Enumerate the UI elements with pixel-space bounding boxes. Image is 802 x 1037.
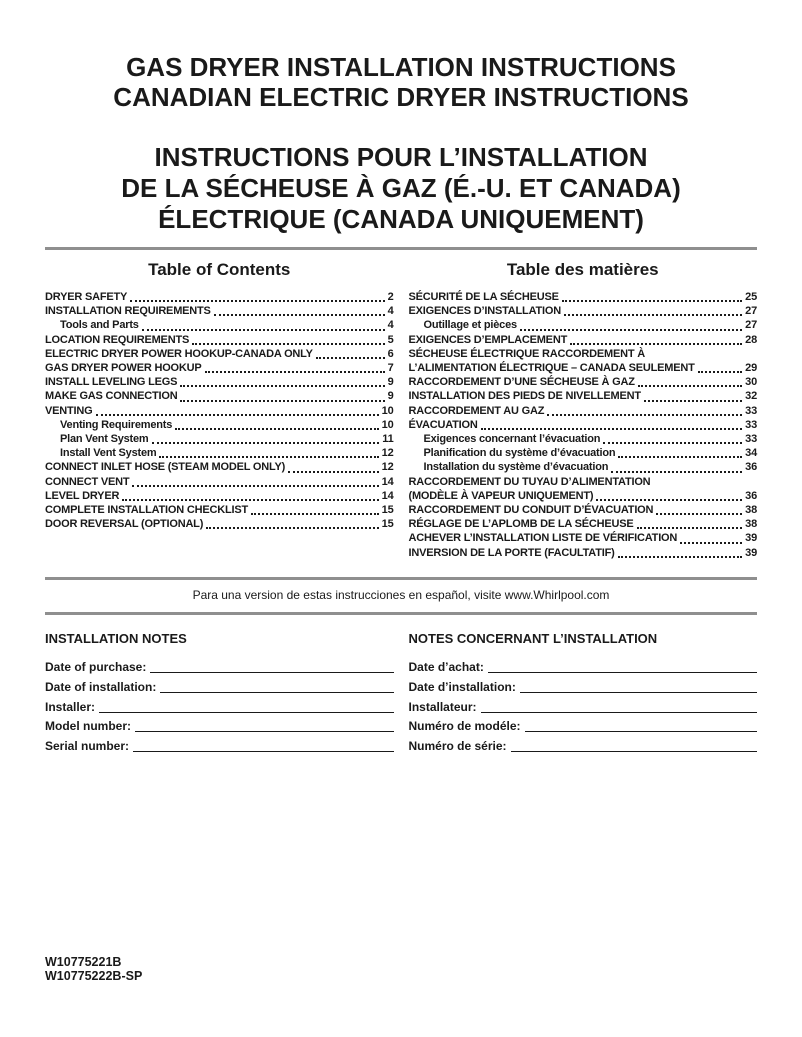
toc-entry [409,318,758,332]
toc-entry-label: ACHEVER L’INSTALLATION LISTE DE VÉRIFICATION [408,532,678,545]
toc-entry-page: 39 [745,532,757,545]
note-field-blank-line [133,751,393,752]
horizontal-rule-middle-lower [45,612,757,615]
toc-entry [409,418,758,432]
toc-entry-page: 29 [745,362,757,375]
toc-entry-page: 4 [387,319,394,332]
toc-dot-leader [175,428,379,430]
toc-entry-page: 6 [387,347,394,360]
toc-dot-leader [132,485,378,487]
toc-dot-leader [251,513,379,515]
toc-dot-leader [611,471,742,473]
toc-entry-label: LEVEL DRYER [45,489,120,502]
toc-entry-page: 32 [745,390,757,403]
note-field-row [45,694,394,714]
toc-dot-leader [206,527,378,529]
note-field-row [409,674,758,694]
toc-dot-leader [596,499,742,501]
toc-entry [409,489,758,503]
toc-entry-page: 10 [381,404,394,417]
toc-entry [45,418,394,432]
toc-entry-label: Outillage et pièces [423,319,517,332]
toc-english-column [45,260,394,560]
toc-entry-page: 4 [387,305,394,318]
title-english-line-1: GAS DRYER INSTALLATION INSTRUCTIONS [126,52,676,82]
toc-entry [45,460,394,474]
note-field-blank-line [160,692,393,693]
toc-entry-label: RACCORDEMENT DU TUYAU D’ALIMENTATION [408,475,651,488]
toc-entry-label: (MODÈLE À VAPEUR UNIQUEMENT) [408,489,594,502]
toc-entry-label: VENTING [45,404,93,417]
title-french-line-1: INSTRUCTIONS POUR L’INSTALLATION [154,142,648,172]
horizontal-rule-top [45,247,757,250]
toc-dot-leader [130,300,384,302]
toc-dot-leader [316,357,385,359]
note-field-blank-line [488,672,757,673]
toc-entry-label: ÉVACUATION [408,418,478,431]
toc-entry [409,446,758,460]
toc-dot-leader [618,456,742,458]
note-field-row [409,714,758,734]
note-field-blank-line [525,731,757,732]
note-field-label: Date d’installation: [408,680,516,695]
toc-dot-leader [547,414,742,416]
toc-entry-label: COMPLETE INSTALLATION CHECKLIST [45,504,248,517]
toc-dot-leader [159,456,378,458]
toc-entry [45,432,394,446]
toc-english-list [45,290,394,531]
toc-entry-label: RACCORDEMENT DU CONDUIT D’ÉVACUATION [408,504,654,517]
toc-entry-label: DOOR REVERSAL (OPTIONAL) [45,518,204,531]
toc-entry-page: 12 [381,447,394,460]
toc-entry [409,333,758,347]
part-number-1: W10775221B [45,955,122,969]
note-field-row [409,655,758,675]
installation-notes-english-fields [45,655,394,753]
toc-entry [409,517,758,531]
toc-entry-label: EXIGENCES D’EMPLACEMENT [408,333,568,346]
toc-entry-page: 15 [381,518,394,531]
toc-entry-label: RACCORDEMENT AU GAZ [408,404,545,417]
toc-french-list [409,290,758,560]
toc-entry-label: Install Vent System [60,447,157,460]
installation-notes-french-fields [409,655,758,753]
toc-entry-page: 27 [745,305,757,318]
toc-entry-label: Planification du système d’évacuation [423,447,616,460]
toc-entry [45,333,394,347]
note-field-blank-line [511,751,757,752]
installation-notes-french [409,631,758,753]
toc-dot-leader [603,442,742,444]
note-field-row [409,694,758,714]
toc-entry-page: 38 [745,504,757,517]
toc-entry-page: 27 [745,319,757,332]
toc-entry [45,290,394,304]
toc-entry [409,432,758,446]
note-field-blank-line [520,692,757,693]
note-field-label: Date d’achat: [408,660,484,675]
note-field-label: Date of installation: [45,680,157,695]
toc-entry-page: 7 [387,362,394,375]
horizontal-rule-middle-upper [45,577,757,580]
title-english-line-2: CANADIAN ELECTRIC DRYER INSTRUCTIONS [113,82,689,112]
note-field-label: Date of purchase: [45,660,147,675]
document-part-numbers [45,956,142,983]
toc-entry-page: 2 [387,291,394,303]
toc-dot-leader [562,300,742,302]
note-field-row [45,733,394,753]
toc-entry-label: LOCATION REQUIREMENTS [45,333,190,346]
toc-entry [409,531,758,545]
toc-entry [45,517,394,531]
toc-entry-label: SÉCHEUSE ÉLECTRIQUE RACCORDEMENT À [408,347,645,360]
toc-entry [409,503,758,517]
toc-entry-label: DRYER SAFETY [45,291,128,303]
toc-entry-label: Venting Requirements [60,418,173,431]
title-french-line-2: DE LA SÉCHEUSE À GAZ (É.-U. ET CANADA) [121,173,681,203]
toc-dot-leader [570,343,742,345]
toc-dot-leader [288,471,379,473]
toc-entry [409,404,758,418]
toc-dot-leader [180,385,384,387]
toc-entry [409,475,758,489]
toc-entry-page: 28 [745,333,757,346]
toc-dot-leader [698,371,742,373]
toc-entry [409,304,758,318]
note-field-blank-line [150,672,393,673]
toc-entry-label: EXIGENCES D’INSTALLATION [408,305,561,318]
table-of-contents-section [45,260,757,560]
toc-entry-label: L’ALIMENTATION ÉLECTRIQUE – CANADA SEULEMENT [408,362,695,375]
note-field-blank-line [99,712,393,713]
toc-entry-label: GAS DRYER POWER HOOKUP [45,362,202,375]
toc-entry-label: Tools and Parts [60,319,139,332]
toc-entry-label: RÉGLAGE DE L’APLOMB DE LA SÉCHEUSE [408,518,634,531]
toc-dot-leader [618,556,743,558]
note-field-label: Installateur: [408,699,477,714]
note-field-label: Numéro de modéle: [408,719,521,734]
toc-entry [409,460,758,474]
toc-entry-label: RACCORDEMENT D’UNE SÉCHEUSE À GAZ [408,376,635,389]
note-field-row [45,674,394,694]
installation-notes-english-title: INSTALLATION NOTES [45,630,187,646]
toc-dot-leader [656,513,742,515]
toc-entry-page: 14 [381,489,394,502]
toc-entry-label: Exigences concernant l’évacuation [423,433,601,446]
installation-notes-section [45,631,757,753]
toc-entry-label: INSTALL LEVELING LEGS [45,376,178,389]
toc-entry-page: 33 [745,418,757,431]
toc-entry [409,375,758,389]
toc-entry [45,361,394,375]
toc-entry-page: 38 [745,518,757,531]
toc-entry [45,475,394,489]
toc-entry-label: CONNECT INLET HOSE (STEAM MODEL ONLY) [45,461,286,474]
toc-entry-page: 34 [745,447,757,460]
toc-dot-leader [520,329,742,331]
toc-entry-page: 33 [745,433,757,446]
toc-entry-label: ELECTRIC DRYER POWER HOOKUP-CANADA ONLY [45,347,313,360]
document-title-french [45,142,757,235]
note-field-label: Installer: [45,699,96,714]
toc-entry-page: 36 [745,489,757,502]
toc-entry [45,503,394,517]
toc-entry-label: Installation du système d’évacuation [423,461,609,474]
note-field-label: Model number: [45,719,131,734]
toc-dot-leader [644,400,742,402]
note-field-label: Numéro de série: [408,738,507,753]
toc-dot-leader [205,371,385,373]
toc-entry-label: MAKE GAS CONNECTION [45,390,178,403]
note-field-blank-line [481,712,757,713]
toc-entry-label: SÉCURITÉ DE LA SÉCHEUSE [408,291,559,303]
part-number-2: W10775222B-SP [45,968,143,983]
spanish-language-note: Para una version de estas instrucciones en español, visite www.Whirlpool.com [192,587,610,602]
toc-entry-label: INVERSION DE LA PORTE (FACULTATIF) [408,546,615,559]
note-field-label: Serial number: [45,738,130,753]
toc-entry-page: 9 [387,390,394,403]
toc-entry-page: 11 [382,433,394,446]
toc-dot-leader [637,527,743,529]
toc-entry-page: 10 [381,418,394,431]
toc-entry-page: 5 [387,333,394,346]
toc-entry-label: CONNECT VENT [45,475,130,488]
toc-entry-page: 30 [745,376,757,389]
document-title-english [45,52,757,112]
installation-notes-french-title: NOTES CONCERNANT L’INSTALLATION [408,630,658,646]
toc-entry [45,404,394,418]
title-french-line-3: ÉLECTRIQUE (CANADA UNIQUEMENT) [158,204,644,234]
toc-entry-label: INSTALLATION DES PIEDS DE NIVELLEMENT [408,390,641,403]
toc-dot-leader [481,428,743,430]
toc-entry-page: 25 [745,291,757,303]
toc-entry [45,489,394,503]
toc-entry [409,290,758,304]
toc-entry [409,347,758,361]
note-field-blank-line [135,731,394,732]
installation-notes-english [45,631,394,753]
toc-dot-leader [180,400,384,402]
toc-dot-leader [122,499,378,501]
toc-dot-leader [96,414,379,416]
toc-entry [45,375,394,389]
toc-entry [45,446,394,460]
toc-french-column [409,260,758,560]
toc-entry-page: 14 [381,475,394,488]
toc-entry-page: 33 [745,404,757,417]
toc-entry [45,304,394,318]
toc-entry-page: 12 [381,461,394,474]
toc-dot-leader [214,314,385,316]
toc-entry [409,546,758,560]
toc-entry-page: 15 [381,504,394,517]
toc-dot-leader [192,343,384,345]
toc-entry [409,389,758,403]
toc-dot-leader [152,442,380,444]
toc-dot-leader [680,542,742,544]
toc-entry [45,347,394,361]
toc-entry-page: 39 [745,546,757,559]
note-field-row [45,714,394,734]
note-field-row [45,655,394,675]
toc-entry-label: INSTALLATION REQUIREMENTS [45,305,211,318]
toc-entry-page: 36 [745,461,757,474]
toc-dot-leader [638,385,742,387]
toc-entry-page: 9 [387,376,394,389]
toc-entry [45,318,394,332]
toc-entry [45,389,394,403]
toc-english-title: Table of Contents [148,260,291,279]
note-field-row [409,733,758,753]
toc-french-title: Table des matières [506,260,659,279]
toc-dot-leader [142,329,385,331]
toc-entry-label: Plan Vent System [60,433,149,446]
toc-dot-leader [564,314,742,316]
toc-entry [409,361,758,375]
